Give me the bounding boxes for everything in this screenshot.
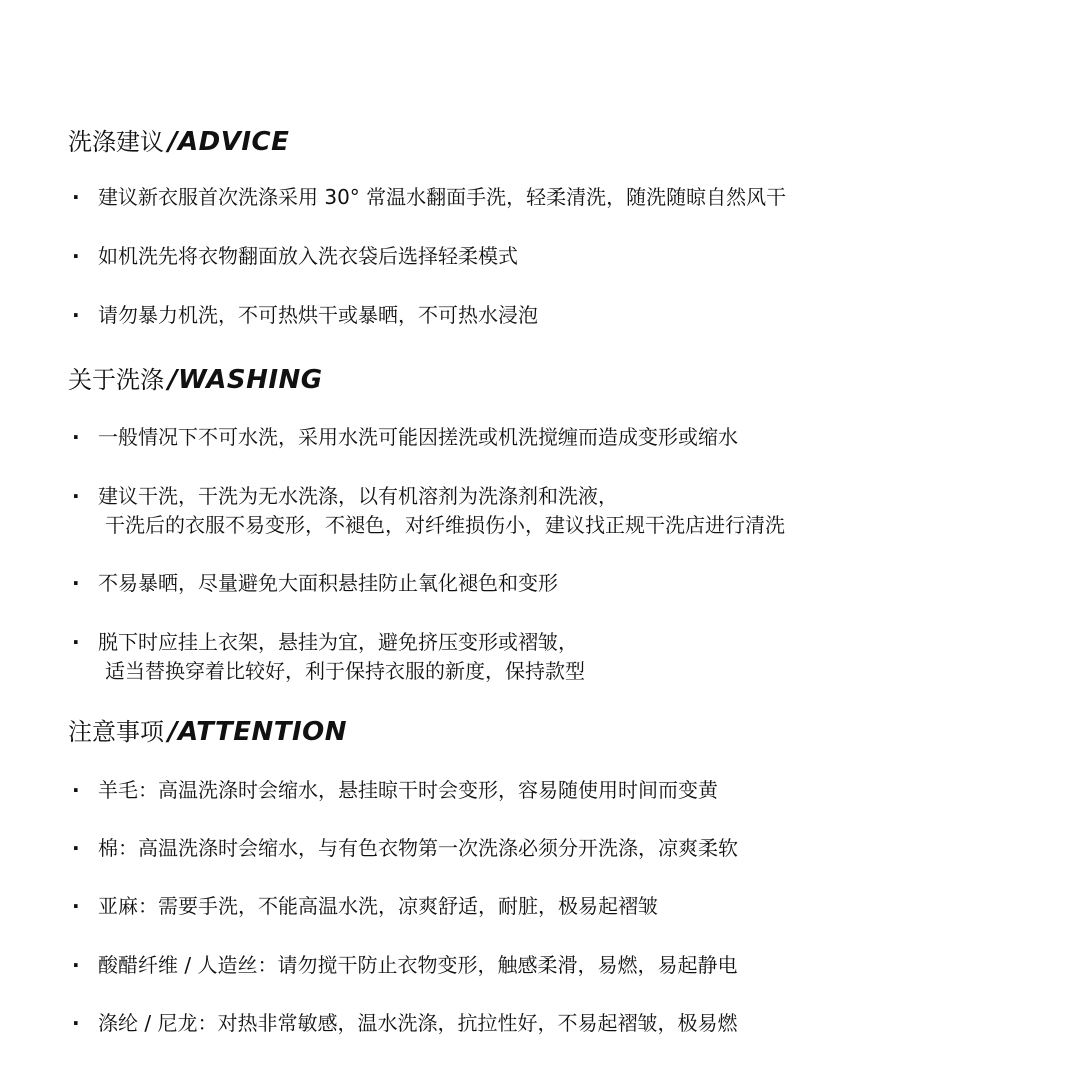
list-item xyxy=(72,183,1040,212)
bullet-dot: · xyxy=(72,778,80,802)
item-text-continued: 适当替换穿着比较好，利于保持衣服的新度，保持款型 xyxy=(105,659,585,683)
bullet-dot: · xyxy=(72,953,80,977)
section-heading-advice xyxy=(68,128,289,156)
item-text: 脱下时应挂上衣架，悬挂为宜，避免挤压变形或褶皱， xyxy=(98,630,578,654)
list-item xyxy=(72,776,1040,805)
bullet-dot: · xyxy=(72,484,80,508)
item-text: 如机洗先将衣物翻面放入洗衣袋后选择轻柔模式 xyxy=(98,244,518,268)
heading-cn: 关于洗涤 xyxy=(68,366,164,394)
section-heading-washing xyxy=(68,366,323,394)
list-item xyxy=(72,423,1040,452)
bullet-dot: · xyxy=(72,571,80,595)
list-item xyxy=(72,301,1040,330)
item-text: 棉：高温洗涤时会缩水，与有色衣物第一次洗涤必须分开洗涤，凉爽柔软 xyxy=(98,836,738,860)
list-item xyxy=(72,892,1040,921)
bullet-dot: · xyxy=(72,1011,80,1035)
item-text: 酸醋纤维 / 人造丝：请勿搅干防止衣物变形，触感柔滑，易燃，易起静电 xyxy=(98,953,738,977)
bullet-dot: · xyxy=(72,303,80,327)
item-text: 亚麻：需要手洗，不能高温水洗，凉爽舒适，耐脏，极易起褶皱 xyxy=(98,894,658,918)
bullet-dot: · xyxy=(72,894,80,918)
list-item xyxy=(72,569,1040,598)
item-text: 请勿暴力机洗，不可热烘干或暴晒，不可热水浸泡 xyxy=(98,303,538,327)
list-item xyxy=(72,834,1040,863)
list-item xyxy=(72,1009,1040,1038)
heading-en: /ATTENTION xyxy=(168,717,347,747)
bullet-dot: · xyxy=(72,836,80,860)
heading-en: /WASHING xyxy=(168,365,323,395)
bullet-dot: · xyxy=(72,185,80,209)
bullet-dot: · xyxy=(72,244,80,268)
item-text: 建议干洗，干洗为无水洗涤，以有机溶剂为洗涤剂和洗液， xyxy=(98,484,618,508)
section-heading-attention xyxy=(68,718,347,746)
list-item xyxy=(72,628,1040,686)
heading-cn: 注意事项 xyxy=(68,718,164,746)
item-text-continued: 干洗后的衣服不易变形，不褪色，对纤维损伤小，建议找正规干洗店进行清洗 xyxy=(105,513,785,537)
heading-cn: 洗涤建议 xyxy=(68,128,164,156)
item-text: 羊毛：高温洗涤时会缩水，悬挂晾干时会变形，容易随使用时间而变黄 xyxy=(98,778,718,802)
bullet-dot: · xyxy=(72,425,80,449)
list-item xyxy=(72,482,1040,540)
list-item xyxy=(72,951,1040,980)
item-text: 涤纶 / 尼龙：对热非常敏感，温水洗涤，抗拉性好，不易起褶皱，极易燃 xyxy=(98,1011,738,1035)
list-item xyxy=(72,242,1040,271)
heading-en: /ADVICE xyxy=(168,127,290,157)
item-text: 不易暴晒，尽量避免大面积悬挂防止氧化褪色和变形 xyxy=(98,571,558,595)
bullet-dot: · xyxy=(72,630,80,654)
item-text: 建议新衣服首次洗涤采用 30° 常温水翻面手洗，轻柔清洗，随洗随晾自然风干 xyxy=(98,185,787,209)
item-text: 一般情况下不可水洗，采用水洗可能因搓洗或机洗搅缠而造成变形或缩水 xyxy=(98,425,738,449)
